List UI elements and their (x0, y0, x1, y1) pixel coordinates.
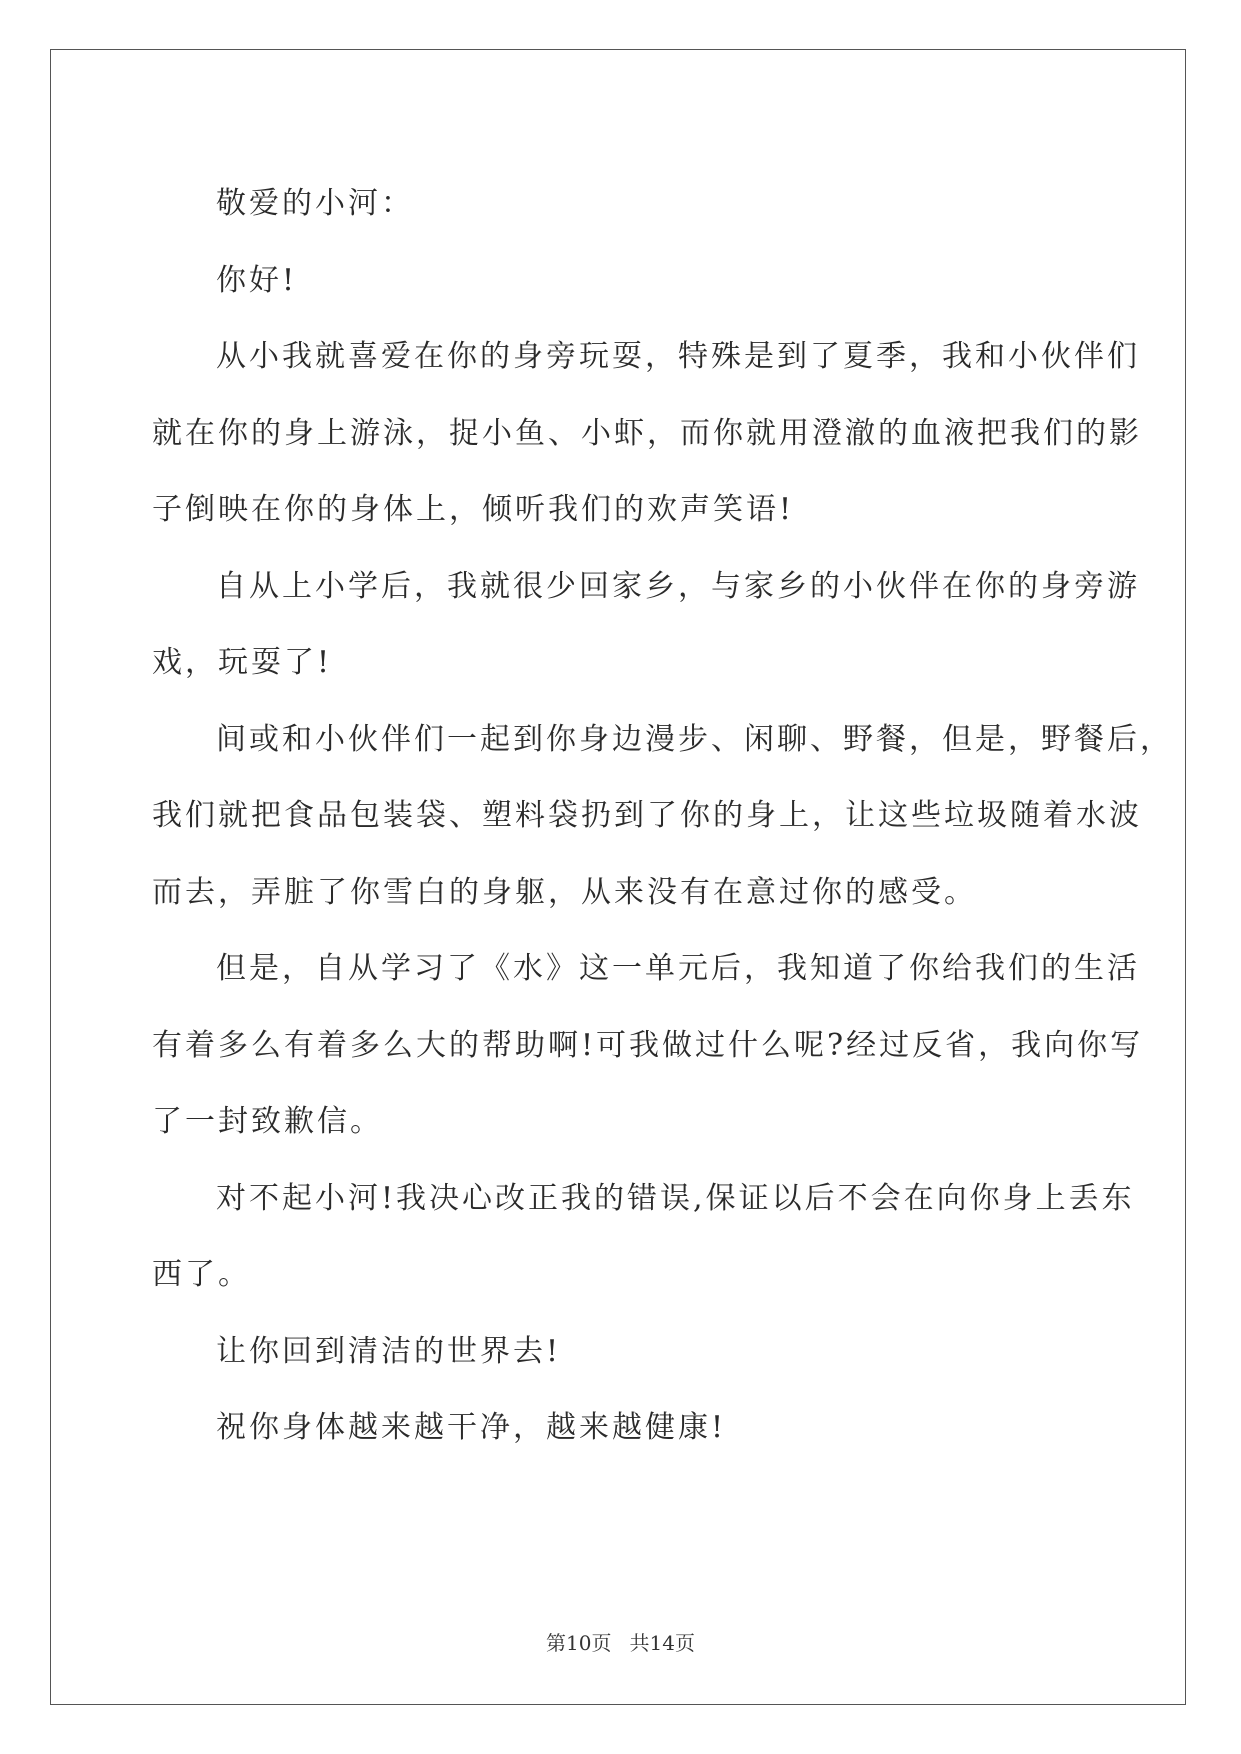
paragraph-line: 而去，弄脏了你雪白的身躯，从来没有在意过你的感受。 (152, 874, 977, 910)
current-page-number: 第10页 (546, 1631, 612, 1655)
page-footer (0, 1627, 1241, 1656)
paragraph-line: 有着多么有着多么大的帮助啊!可我做过什么呢?经过反省，我向你写 (152, 1027, 1144, 1063)
paragraph-line: 我们就把食品包装袋、塑料袋扔到了你的身上，让这些垃圾随着水波 (152, 798, 1142, 833)
paragraph-line: 西了。 (152, 1257, 251, 1292)
paragraph-line: 了一封致歉信。 (152, 1104, 383, 1139)
greeting: 你好! (216, 262, 298, 298)
paragraph-line: 戏，玩耍了! (152, 645, 333, 680)
paragraph-line: 从小我就喜爱在你的身旁玩耍，特殊是到了夏季，我和小伙伴们 (216, 339, 1140, 374)
letter-body (152, 168, 1173, 1469)
paragraph-line: 间或和小伙伴们一起到你身边漫步、闲聊、野餐，但是，野餐后， (216, 721, 1173, 757)
paragraph-line: 自从上小学后，我就很少回家乡，与家乡的小伙伴在你的身旁游 (216, 568, 1140, 604)
paragraph-line: 对不起小河!我决心改正我的错误,保证以后不会在向你身上丢东 (216, 1180, 1135, 1216)
paragraph-line: 子倒映在你的身体上，倾听我们的欢声笑语! (152, 492, 795, 527)
salutation: 敬爱的小河： (216, 186, 414, 221)
closing-line: 祝你身体越来越干净，越来越健康! (216, 1410, 727, 1445)
paragraph-line: 但是，自从学习了《水》这一单元后，我知道了你给我们的生活 (216, 951, 1140, 986)
paragraph-line: 就在你的身上游泳，捉小鱼、小虾，而你就用澄澈的血液把我们的影 (152, 415, 1142, 451)
total-page-count: 共14页 (629, 1631, 695, 1655)
paragraph-line: 让你回到清洁的世界去! (216, 1333, 562, 1369)
